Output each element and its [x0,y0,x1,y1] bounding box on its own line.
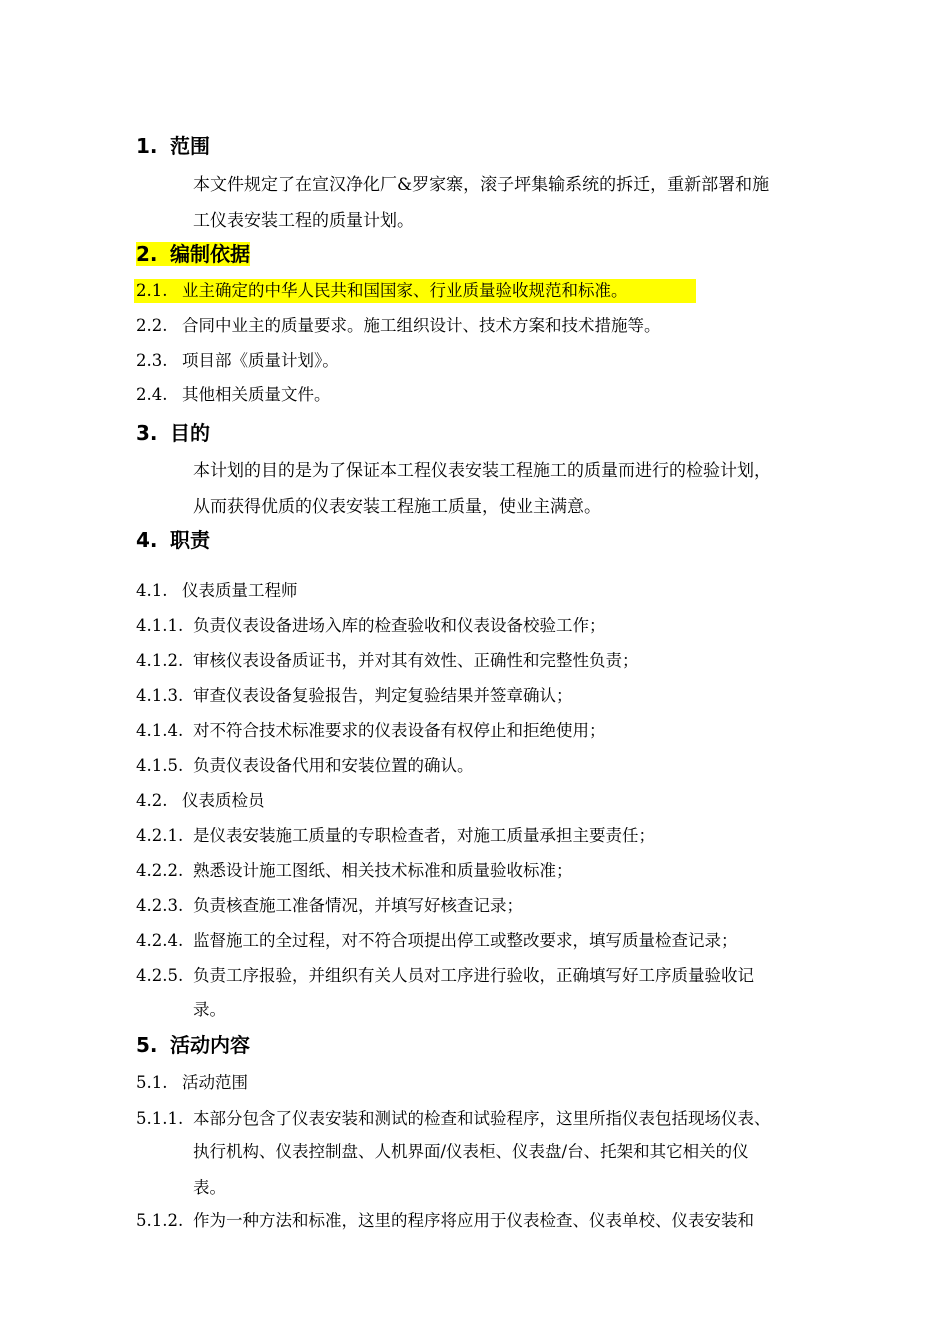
item-text: 合同中业主的质量要求。施工组织设计、技术方案和技术措施等。 [182,316,661,335]
item-text: 监督施工的全过程，对不符合项提出停工或整改要求，填写质量检查记录； [193,931,738,950]
section-number: 2. [136,242,158,266]
item-number: 5.1.2. [136,1211,184,1230]
section-heading-4 [136,527,210,553]
item-continuation: 执行机构、仪表控制盘、人机界面/仪表柜、仪表盘/台、托架和其它相关的仪 [193,1142,749,1161]
item-number: 5.1. [136,1073,168,1092]
paragraph-line: 从而获得优质的仪表安装工程施工质量，使业主满意。 [193,497,601,517]
item-number: 4.2.4. [136,931,184,950]
item-number: 4.2.5. [136,966,184,985]
item-number: 4.2.3. [136,896,184,915]
paragraph-line: 本计划的目的是为了保证本工程仪表安装工程施工的质量而进行的检验计划， [193,461,771,481]
item-number: 4.1.5. [136,756,184,775]
item-text: 审核仪表设备质证书，并对其有效性、正确性和完整性负责； [193,651,639,670]
section-number: 5. [136,1033,158,1057]
item-number: 4.1.4. [136,721,184,740]
item-text: 项目部《质量计划》。 [182,351,339,370]
item-text: 负责工序报验，并组织有关人员对工序进行验收，正确填写好工序质量验收记 [193,966,754,985]
paragraph-line: 本文件规定了在宣汉净化厂&罗家寨，滚子坪集输系统的拆迁，重新部署和施 [193,175,770,195]
section-number: 3. [136,421,158,445]
item-number: 5.1.1. [136,1109,184,1128]
section-number: 4. [136,528,158,552]
item-text: 作为一种方法和标准，这里的程序将应用于仪表检查、仪表单校、仪表安装和 [193,1211,754,1230]
item-number: 2.4. [136,385,168,404]
item-text: 是仪表安装施工质量的专职检查者，对施工质量承担主要责任； [193,826,655,845]
item-text: 对不符合技术标准要求的仪表设备有权停止和拒绝使用； [193,721,606,740]
item-text: 负责仪表设备进场入库的检查验收和仪表设备校验工作； [193,616,606,635]
item-number: 4.1.3. [136,686,184,705]
item-number: 4.2. [136,791,168,810]
item-number: 2.2. [136,316,168,335]
item-text: 负责核查施工准备情况，并填写好核查记录； [193,896,523,915]
item-number: 4.2.1. [136,826,184,845]
section-heading-2 [136,241,250,267]
item-number: 4.1.1. [136,616,184,635]
section-title: 范围 [170,134,210,158]
paragraph-purpose [193,453,863,525]
item-text: 负责仪表设备代用和安装位置的确认。 [193,756,474,775]
item-continuation: 录。 [193,1000,226,1019]
paragraph-scope [193,167,863,239]
item-text: 仪表质检员 [182,791,265,810]
section-title: 目的 [170,421,210,445]
item-text: 业主确定的中华人民共和国国家、行业质量验收规范和标准。 [182,281,628,300]
item-number: 4.1.2. [136,651,184,670]
item-text: 其他相关质量文件。 [182,385,331,404]
section-heading-1 [136,133,210,159]
paragraph-line: 工仪表安装工程的质量计划。 [193,211,414,231]
item-text: 审查仪表设备复验报告，判定复验结果并签章确认； [193,686,573,705]
item-text: 熟悉设计施工图纸、相关技术标准和质量验收标准； [193,861,573,880]
item-number: 2.1. [136,281,168,300]
section-title: 职责 [170,528,210,552]
item-number: 2.3. [136,351,168,370]
item-text: 本部分包含了仪表安装和测试的检查和试验程序，这里所指仪表包括现场仪表、 [193,1109,771,1128]
section-title: 活动内容 [170,1033,250,1057]
section-number: 1. [136,134,158,158]
item-number: 4.1. [136,581,168,600]
item-text: 仪表质量工程师 [182,581,298,600]
section-title: 编制依据 [170,242,250,266]
item-continuation: 表。 [193,1178,226,1197]
section-heading-3 [136,420,210,446]
section-heading-5 [136,1032,250,1058]
item-number: 4.2.2. [136,861,184,880]
item-text: 活动范围 [182,1073,248,1092]
